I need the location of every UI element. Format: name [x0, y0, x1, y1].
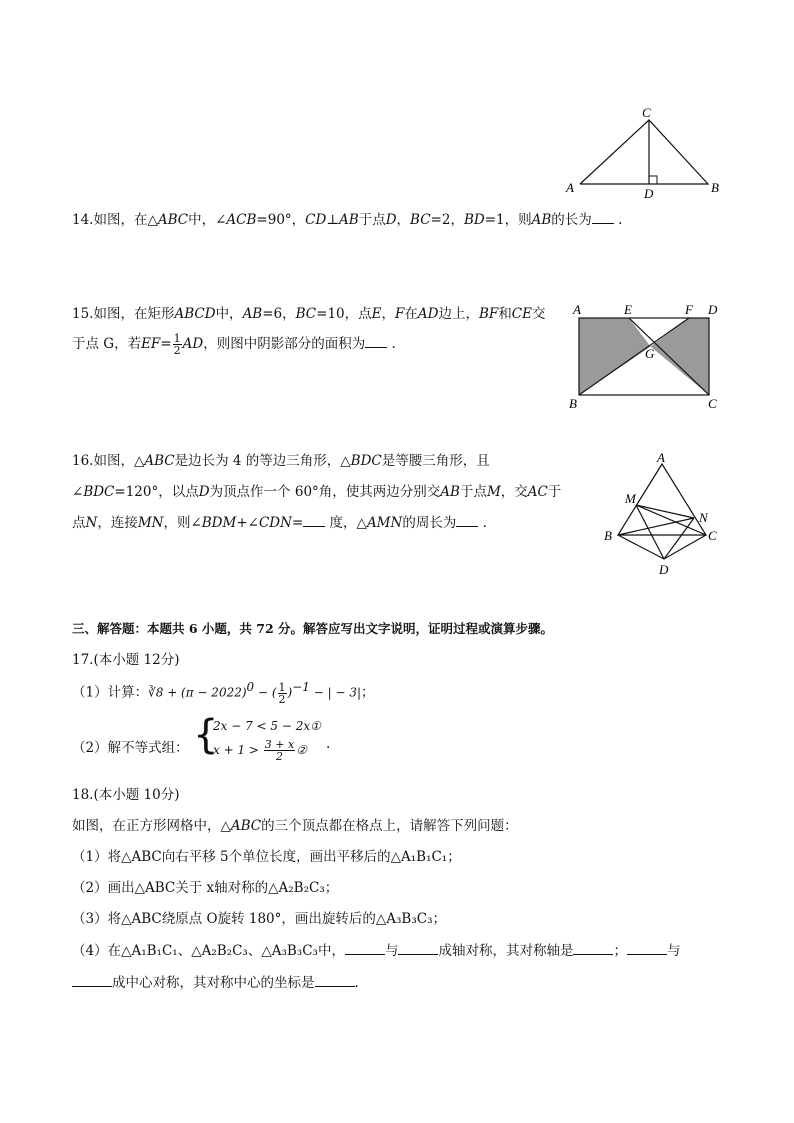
q17-p1-exp: −1: [292, 680, 310, 694]
q17-p1-expr: ∛8 + (π − 2022): [148, 685, 247, 700]
right-angle-mark: [649, 176, 657, 184]
q18-i4-text: 与: [384, 943, 399, 959]
q15-line1: [72, 302, 545, 322]
q14-answer-blank[interactable]: [592, 211, 614, 224]
q16-t: AC: [527, 484, 548, 500]
q15-t: EF: [141, 336, 161, 352]
q16-t: 16.如图，△: [72, 453, 145, 469]
q16-end: .: [482, 515, 487, 531]
q15-t: AB: [242, 306, 263, 322]
q16-t: D: [198, 484, 210, 500]
system-brace: {: [193, 712, 219, 758]
q17-ineq-1: 2x − 7 < 5 − 2x①: [213, 719, 321, 733]
q16-t: 是边长为 4 的等边三角形，△: [174, 453, 351, 469]
q16-t: N: [85, 515, 98, 531]
q14-t11: BC: [410, 212, 431, 228]
label-b: B: [711, 180, 719, 195]
q16-t: ∠: [72, 484, 84, 500]
triangle-abc: [580, 120, 708, 184]
q16-line2: [72, 480, 561, 500]
q16-t: M: [486, 484, 501, 500]
q14-t2: 中，∠: [188, 212, 227, 228]
q14-text: [72, 208, 622, 228]
q14-t16: 的长为: [551, 212, 592, 228]
q14-t13: BD: [463, 212, 485, 228]
q16-t: 度，△: [329, 515, 367, 531]
label-n: N: [699, 510, 708, 525]
q15-t: 在: [404, 306, 418, 322]
q16-t: MN: [137, 515, 164, 531]
q18-item-4: [72, 939, 680, 959]
q15-frac-den: 2: [173, 344, 181, 357]
q16-t: 是等腰三角形，且: [381, 453, 490, 469]
line-bn: [618, 518, 694, 535]
q16-t: ，连接: [97, 515, 138, 531]
q16-t: AB: [440, 484, 460, 500]
q18-blank-2[interactable]: [398, 942, 438, 955]
q17-p1-expr: − | − 3|: [309, 685, 362, 700]
q18-item-4-cont: [72, 971, 359, 991]
q16-line3: [72, 511, 487, 531]
q14-t15: AB: [531, 212, 552, 228]
q16-t: BDM: [201, 515, 237, 531]
q18-i4-text: （4）在△A₁B₁C₁、△A₂B₂C₃、△A₃B₃C₃中，: [72, 943, 345, 959]
q16-t: BDC: [83, 484, 115, 500]
q16-t: =: [291, 515, 304, 531]
q15-t: CE: [511, 306, 532, 322]
q15-t: ，: [381, 306, 396, 322]
q17-ineq2-lhs: x + 1 >: [213, 743, 263, 757]
label-d: D: [659, 562, 669, 577]
q17-title: 17.(本小题 12分): [72, 652, 180, 668]
label-e: E: [624, 302, 632, 317]
q18-i4-text: 成轴对称，其对称轴是: [438, 943, 574, 959]
q18-i5-text: .: [354, 975, 359, 991]
q14-t1: ABC: [157, 212, 189, 228]
q15-t: F: [395, 306, 405, 322]
q18-item-2: （2）画出△ABC关于 x轴对称的△A₂B₂C₃；: [72, 880, 339, 896]
q15-t: 和: [498, 306, 512, 322]
q17-part2-end: .: [326, 736, 331, 752]
q14-t5: CD: [305, 212, 327, 228]
q16-t: ，则∠: [163, 515, 202, 531]
q14-t14: =1，则: [484, 212, 532, 228]
q16-t: 的周长为: [402, 515, 457, 531]
q15-fraction: [173, 333, 182, 356]
q15-t: BF: [478, 306, 499, 322]
q18-intro-a: 如图，在正方形网格中，△: [72, 818, 231, 834]
label-c: C: [708, 396, 717, 411]
label-a: A: [573, 302, 581, 317]
q14-t7: AB: [339, 212, 359, 228]
q15-end: .: [391, 336, 396, 352]
q14-t9: D: [385, 212, 397, 228]
q14-t6: ⊥: [326, 212, 340, 228]
q17-p1-end: ；: [361, 684, 375, 701]
q18-item-3: （3）将△ABC绕原点 O旋转 180°，画出旋转后的△A₃B₃C₃；: [72, 911, 447, 927]
q17-frac-num: 1: [278, 680, 286, 694]
q16-t: 为顶点作一个 60°角，使其两边分别交: [209, 484, 441, 500]
q14-end: .: [618, 212, 623, 228]
label-c: C: [642, 105, 651, 120]
q18-item-1: （1）将△ABC向右平移 5个单位长度，画出平移后的△A₁B₁C₁；: [72, 849, 461, 865]
q17-p1-expr: ): [287, 685, 293, 700]
q15-t: AD: [182, 336, 204, 352]
q17-ineq2-num: 3 + x: [264, 738, 295, 751]
q18-blank-3[interactable]: [573, 942, 613, 955]
q17-p1-expr: − (: [254, 685, 277, 700]
q15-figure: [565, 300, 730, 412]
q15-t: BC: [295, 306, 317, 322]
q18-blank-1[interactable]: [345, 942, 385, 955]
q17-p1-fraction: [278, 682, 287, 705]
q16-t: BDC: [350, 453, 382, 469]
q14-figure: [560, 100, 730, 205]
q18-i4-text: 与: [666, 943, 681, 959]
q18-blank-6[interactable]: [315, 974, 355, 987]
q18-intro-b: ABC: [230, 818, 262, 834]
q14-t0: 14.如图，在△: [72, 212, 158, 228]
q16-angle-blank[interactable]: [303, 514, 325, 527]
q18-blank-4[interactable]: [627, 942, 667, 955]
q15-frac-num: 1: [173, 332, 181, 345]
q16-t: CDN: [258, 515, 292, 531]
q17-part2-label: （2）解不等式组：: [72, 740, 189, 756]
q17-p1-label: （1）计算：: [72, 684, 149, 701]
q15-t: 交: [531, 306, 546, 322]
q14-t3: ACB: [226, 212, 257, 228]
label-d: D: [644, 186, 654, 201]
q18-i4-text: ；: [613, 943, 627, 959]
label-a: A: [566, 180, 574, 195]
label-b: B: [569, 396, 577, 411]
q17-ineq2-den: 2: [275, 750, 283, 763]
q18-blank-5[interactable]: [72, 974, 112, 987]
q14-t8: 于点: [358, 212, 386, 228]
q17-part1: [72, 680, 375, 705]
q15-answer-blank[interactable]: [365, 335, 387, 348]
q18-i5-text: 成中心对称，其对称中心的坐标是: [112, 975, 315, 991]
q15-t: ，则图中阴影部分的面积为: [203, 336, 366, 352]
shaded-right: [651, 318, 710, 395]
label-c: C: [708, 528, 717, 543]
q17-ineq-2: [213, 739, 307, 762]
q18-intro-c: 的三个顶点都在格点上，请解答下列问题：: [261, 818, 518, 834]
q15-t: 中，: [215, 306, 243, 322]
label-a: A: [657, 450, 665, 465]
q17-p1-exp: 0: [246, 680, 255, 694]
q16-t: +∠: [236, 515, 259, 531]
q15-t: 15.如图，在矩形: [72, 306, 175, 322]
label-d: D: [708, 302, 718, 317]
q17-ineq2-fraction: [264, 739, 295, 762]
q16-figure: [598, 450, 728, 580]
shaded-left: [579, 318, 651, 395]
q15-t: =: [160, 336, 172, 352]
q18-title: 18.(本小题 10分): [72, 787, 180, 803]
line-dm: [636, 505, 664, 559]
q14-t10: ，: [396, 212, 411, 228]
q15-t: 于点 G，若: [72, 336, 142, 352]
label-g: G: [645, 346, 655, 361]
q16-perimeter-blank[interactable]: [456, 514, 478, 527]
q18-intro: [72, 814, 518, 834]
label-m: M: [625, 491, 636, 506]
q16-t: AMN: [366, 515, 403, 531]
q14-t12: =2，: [430, 212, 464, 228]
q15-t: ABCD: [174, 306, 216, 322]
q15-t: E: [371, 306, 382, 322]
q14-t4: =90°，: [256, 212, 306, 228]
section-3-heading: 三、解答题：本题共 6 小题，共 72 分。解答应写出文字说明，证明过程或演算步骤。: [72, 621, 554, 636]
q15-t: AD: [417, 306, 439, 322]
q16-t: ABC: [144, 453, 175, 469]
q17-frac-den: 2: [278, 692, 286, 706]
q16-t: =120°，以点: [114, 484, 199, 500]
q16-t: 点: [72, 515, 86, 531]
q16-t: ，交: [500, 484, 528, 500]
line-mn: [636, 505, 694, 518]
line-mc: [636, 505, 706, 535]
label-f: F: [685, 302, 693, 317]
q15-t: =10，点: [316, 306, 372, 322]
label-b: B: [604, 528, 612, 543]
q17-ineq2-mark: ②: [296, 743, 307, 757]
q15-t: =6，: [262, 306, 296, 322]
q16-t: 于点: [459, 484, 487, 500]
q15-t: 边上，: [438, 306, 479, 322]
q16-line1: [72, 449, 490, 469]
q15-line2: [72, 332, 396, 356]
q16-t: 于: [547, 484, 562, 500]
